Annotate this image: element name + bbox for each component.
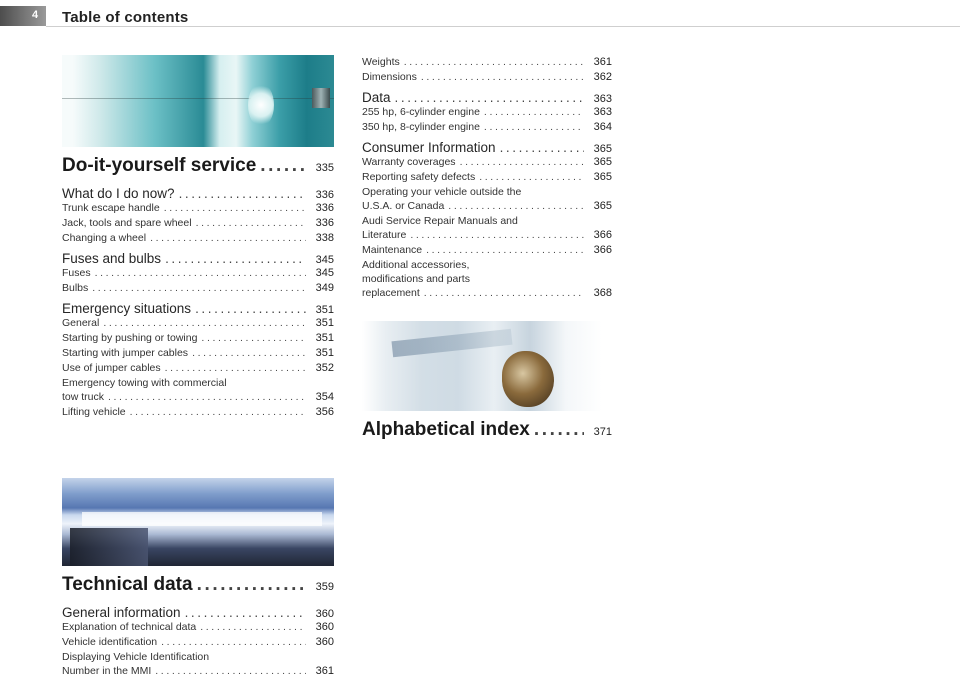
toc-entry[interactable]: Use of jumper cables ..... 352 (62, 361, 334, 376)
spark-plug-photo (362, 321, 602, 411)
toc-heading[interactable]: Fuses and bulbs ..... 345 (62, 251, 334, 266)
toc-entry-line1[interactable]: Emergency towing with commercial (62, 377, 227, 389)
toc-entry[interactable]: 255 hp, 6-cylinder engine ..... 363 (362, 105, 612, 120)
page-header (0, 0, 960, 28)
toc-section-index[interactable]: Alphabetical index ..... 371 (362, 419, 612, 441)
car-photo (62, 478, 334, 566)
toc-entry[interactable]: Starting with jumper cables ..... 351 (62, 346, 334, 361)
toc-entry-line1[interactable]: Displaying Vehicle Identification (62, 651, 210, 663)
toc-entry[interactable]: Lifting vehicle ..... 356 (62, 405, 334, 420)
toc-entry-line2[interactable]: modifications and parts (362, 273, 470, 285)
toc-entry-line1[interactable]: Audi Service Repair Manuals and (362, 215, 518, 227)
toc-entry-line1[interactable]: Operating your vehicle outside the (362, 186, 522, 198)
toc-entry[interactable]: Dimensions ..... 362 (362, 70, 612, 85)
toc-section-diy[interactable]: Do-it-yourself service ..... 335 (62, 155, 334, 177)
toc-entry[interactable]: General ..... 351 (62, 316, 334, 331)
toc-heading[interactable]: Consumer Information ..... 365 (362, 140, 612, 155)
toc-entry[interactable]: Reporting safety defects ..... 365 (362, 170, 612, 185)
toc-heading[interactable]: General information ..... 360 (62, 605, 334, 620)
bulb-photo (62, 55, 334, 147)
toc-entry[interactable]: Literature ..... 366 (362, 228, 612, 243)
toc-entry[interactable]: Bulbs ..... 349 (62, 281, 334, 296)
toc-heading[interactable]: Data ..... 363 (362, 90, 612, 105)
toc-entry[interactable]: replacement ..... 368 (362, 286, 612, 301)
toc-entry[interactable]: Changing a wheel ..... 338 (62, 231, 334, 246)
toc-entry[interactable]: Number in the MMI ..... 361 (62, 664, 334, 679)
toc-entry[interactable]: tow truck ..... 354 (62, 390, 334, 405)
toc-entry[interactable]: Warranty coverages ..... 365 (362, 155, 612, 170)
toc-entry[interactable]: U.S.A. or Canada ..... 365 (362, 199, 612, 214)
chapter-tab (0, 6, 46, 26)
header-divider (46, 26, 960, 27)
toc-entry[interactable]: Trunk escape handle ..... 336 (62, 201, 334, 216)
chapter-number: 4 (32, 9, 39, 21)
toc-entry[interactable]: Weights ..... 361 (362, 55, 612, 70)
toc-heading[interactable]: Emergency situations ..... 351 (62, 301, 334, 316)
toc-heading[interactable]: What do I do now? ..... 336 (62, 186, 334, 201)
page-title: Table of contents (62, 9, 189, 26)
toc-entry[interactable]: 350 hp, 8-cylinder engine ..... 364 (362, 120, 612, 135)
toc-entry-line1[interactable]: Additional accessories, (362, 259, 470, 271)
toc-section-tech[interactable]: Technical data ..... 359 (62, 574, 334, 596)
toc-entry[interactable]: Vehicle identification ..... 360 (62, 635, 334, 650)
toc-entry[interactable]: Jack, tools and spare wheel ..... 336 (62, 216, 334, 231)
toc-entry[interactable]: Explanation of technical data ..... 360 (62, 620, 334, 635)
toc-entry[interactable]: Starting by pushing or towing ..... 351 (62, 331, 334, 346)
toc-left-column (62, 55, 334, 679)
toc-entry[interactable]: Fuses ..... 345 (62, 266, 334, 281)
toc-entry[interactable]: Maintenance ..... 366 (362, 243, 612, 258)
toc-right-column (362, 55, 612, 441)
